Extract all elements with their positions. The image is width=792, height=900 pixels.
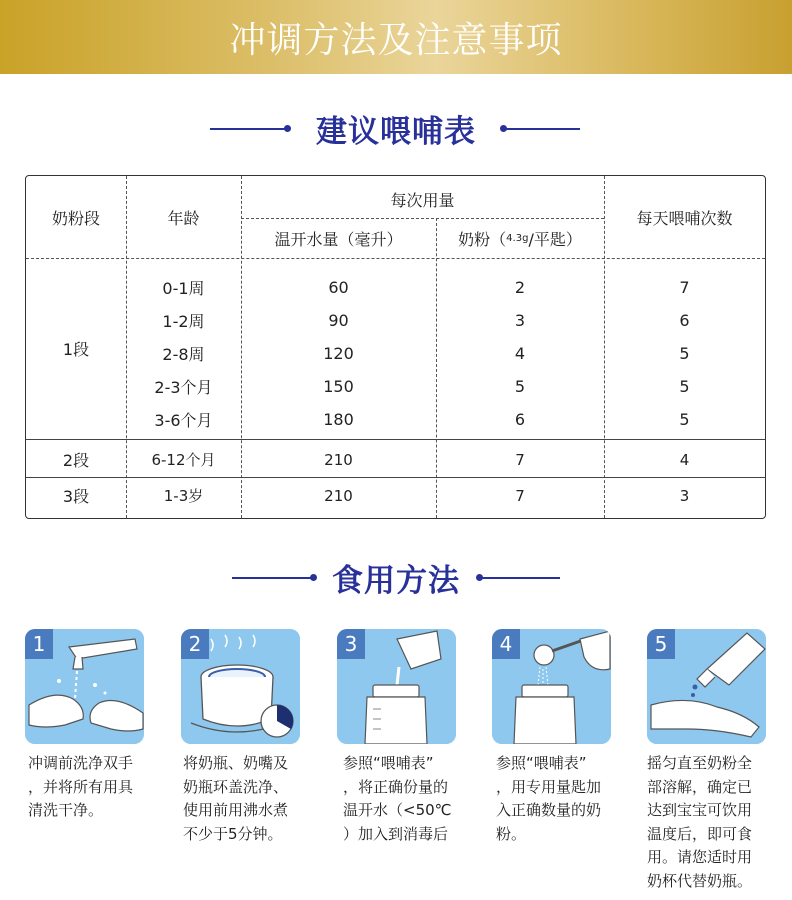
age-cell: 6-12个月 xyxy=(151,451,216,469)
times-cell: 4 xyxy=(679,450,690,469)
age-cell: 1-3岁 xyxy=(163,486,204,505)
step-text-line: ，用专用量匙加 xyxy=(496,777,602,796)
step-4-text xyxy=(496,752,624,846)
header-stage: 奶粉段 xyxy=(51,208,100,228)
header-banner xyxy=(0,0,792,74)
step-text-line: 使用前用沸水煮 xyxy=(183,801,289,819)
powder-cell: 5 xyxy=(514,377,526,396)
step-5-illustration xyxy=(647,629,766,744)
step-number-badge: 2 xyxy=(181,629,209,659)
heading-line-right xyxy=(480,577,560,579)
step-3-illustration xyxy=(337,629,456,744)
step-text-line: ，将正确份量的 xyxy=(343,777,449,796)
times-cell: 3 xyxy=(679,487,690,505)
age-cell: 1-2周 xyxy=(162,312,205,331)
times-cell: 5 xyxy=(679,410,690,429)
header-age: 年龄 xyxy=(167,208,200,228)
feeding-section-title: 建议喂哺表 xyxy=(316,114,476,150)
times-cell: 5 xyxy=(679,377,690,396)
header-powder-tail: /平匙） xyxy=(528,229,582,249)
step-text-line: ，并将所有用具 xyxy=(28,777,134,796)
feeding-section-heading xyxy=(0,106,792,152)
powder-cell: 7 xyxy=(515,487,525,505)
step-text-line: 粉。 xyxy=(496,824,527,843)
header-powder-label: 奶粉（ xyxy=(458,229,507,249)
step-2-text xyxy=(183,752,311,846)
step-text-line: 清洗干净。 xyxy=(28,801,104,819)
header-divider xyxy=(26,258,765,259)
water-cell: 60 xyxy=(328,278,349,297)
header-powder xyxy=(436,218,604,258)
step-text-line: 参照“喂哺表” xyxy=(343,754,434,772)
powder-cell: 6 xyxy=(514,410,526,429)
feeding-table xyxy=(25,175,766,519)
step-text-line: 冲调前洗净双手 xyxy=(28,754,134,772)
water-cell: 210 xyxy=(324,450,353,469)
water-cell: 120 xyxy=(323,344,354,363)
step-text-line: 不少于5分钟。 xyxy=(183,824,283,843)
step-text-line: 达到宝宝可饮用 xyxy=(647,801,753,819)
step-3-text xyxy=(343,752,471,846)
times-cell: 5 xyxy=(679,344,690,363)
step-2-illustration xyxy=(181,629,300,744)
powder-cell: 4 xyxy=(514,344,526,363)
step-1-text xyxy=(28,752,156,823)
step-text-line: 温开水（<50℃ xyxy=(343,801,452,819)
step-number-badge: 1 xyxy=(25,629,53,659)
group-divider xyxy=(26,439,765,440)
step-number-badge: 5 xyxy=(647,629,675,659)
step-text-line: 奶杯代替奶瓶。 xyxy=(647,871,753,890)
step-1-illustration xyxy=(25,629,144,744)
age-cell: 3-6个月 xyxy=(154,411,213,430)
step-text-line: 用。请您适时用 xyxy=(647,848,753,866)
step-text-line: 部溶解，确定已 xyxy=(647,777,753,796)
stage-cell: 3段 xyxy=(62,486,90,506)
header-water: 温开水量（毫升） xyxy=(274,229,403,249)
step-number-badge: 4 xyxy=(492,629,520,659)
powder-cell: 7 xyxy=(515,450,525,469)
times-cell: 6 xyxy=(679,311,690,330)
step-text-line: 奶瓶环盖洗净、 xyxy=(183,777,289,796)
step-number-badge: 3 xyxy=(337,629,365,659)
header-powder-unit: 4.3g xyxy=(506,232,529,244)
step-text-line: ）加入到消毒后 xyxy=(343,824,449,843)
powder-cell: 3 xyxy=(514,311,526,330)
step-text-line: 温度后，即可食 xyxy=(647,824,753,843)
age-cell: 2-8周 xyxy=(162,345,205,364)
water-cell: 210 xyxy=(324,487,353,505)
powder-cell: 2 xyxy=(514,278,526,297)
page-title: 冲调方法及注意事项 xyxy=(229,19,563,61)
step-text-line: 入正确数量的奶 xyxy=(496,801,602,819)
stage-cell: 1段 xyxy=(62,340,90,359)
header-times: 每天喂哺次数 xyxy=(636,208,733,228)
usage-section-heading xyxy=(0,555,792,601)
heading-line-right xyxy=(504,128,580,130)
step-text-line: 摇匀直至奶粉全 xyxy=(647,754,753,772)
step-4-illustration xyxy=(492,629,611,744)
header-per-feed: 每次用量 xyxy=(390,190,455,210)
age-cell: 0-1周 xyxy=(162,279,205,298)
step-text-line: 参照“喂哺表” xyxy=(496,754,587,772)
water-cell: 180 xyxy=(323,410,354,429)
step-5-text xyxy=(647,752,775,893)
times-cell: 7 xyxy=(679,278,690,297)
stage-cell: 2段 xyxy=(62,451,90,470)
usage-section-title: 食用方法 xyxy=(332,563,460,599)
water-cell: 150 xyxy=(323,377,354,396)
water-cell: 90 xyxy=(328,311,349,330)
step-text-line: 将奶瓶、奶嘴及 xyxy=(183,754,289,772)
age-cell: 2-3个月 xyxy=(154,378,213,397)
